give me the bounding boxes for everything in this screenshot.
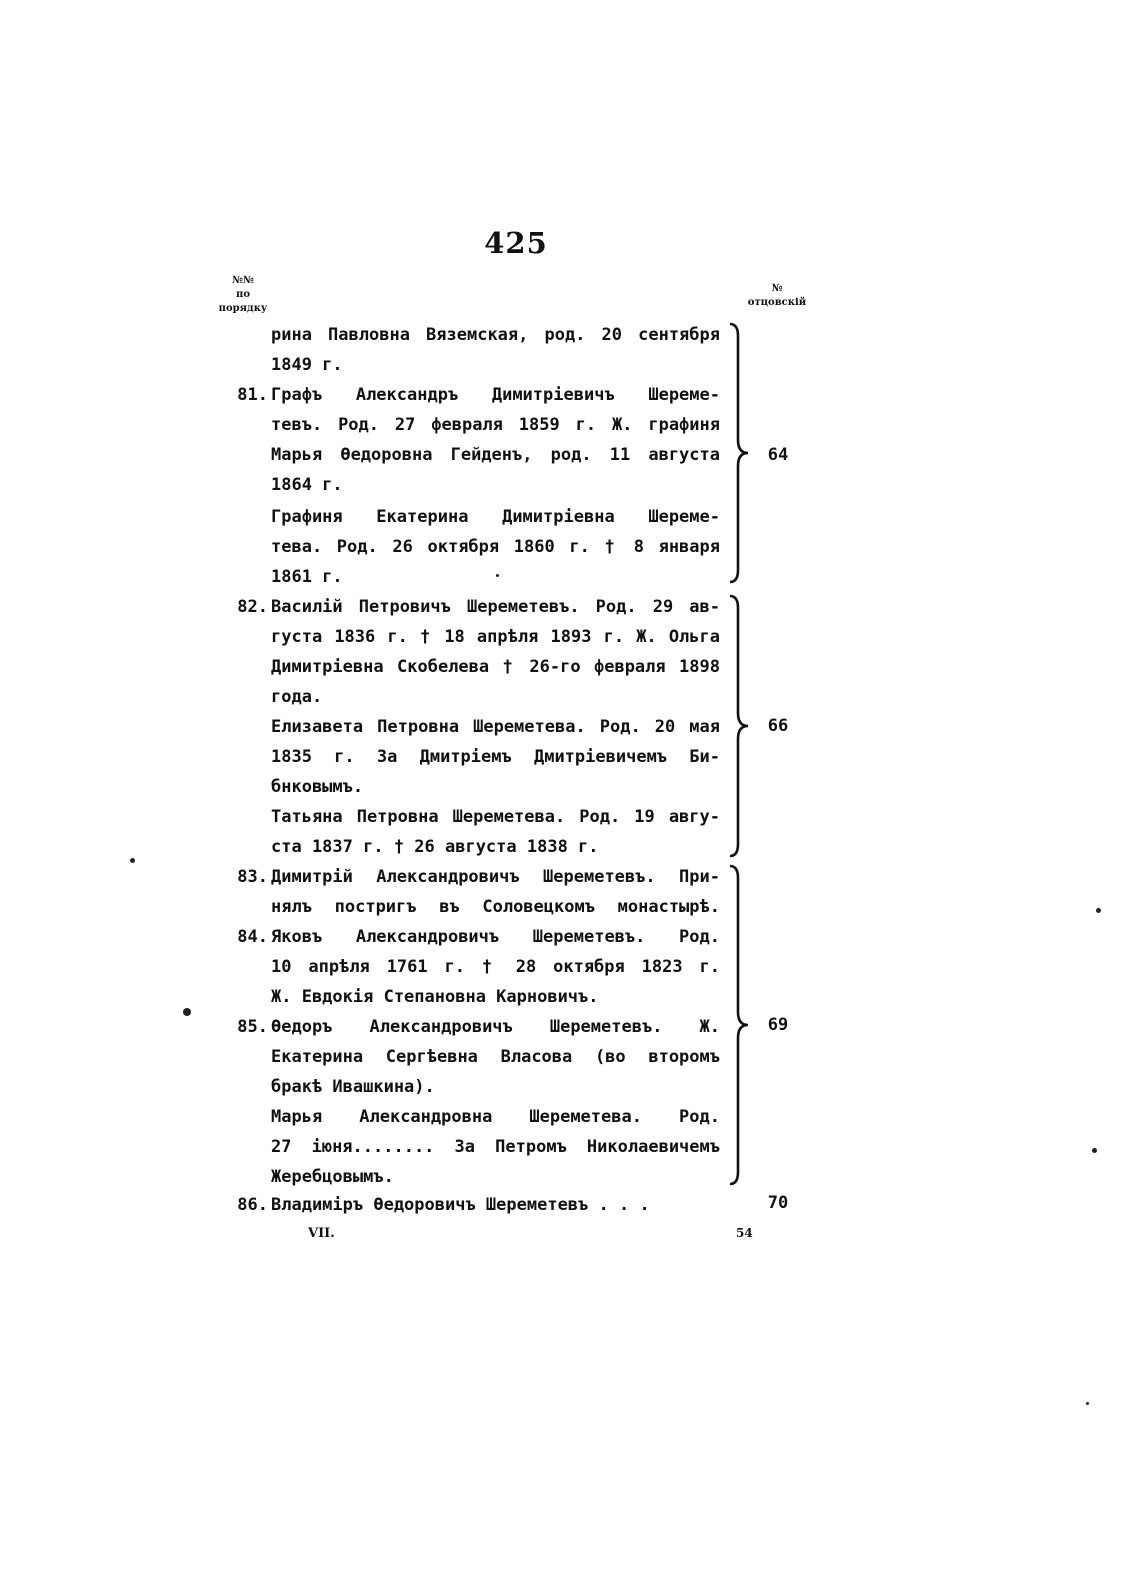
entry-line: нялъ постригъ въ Соловецкомъ монастырѣ. (271, 897, 720, 917)
signature-mark: VII. (308, 1226, 335, 1241)
scan-speck (130, 858, 135, 863)
scan-speck (1092, 1148, 1097, 1153)
column-header-line: №№ (232, 275, 254, 286)
entry-line: бракѣ Ивашкина). (271, 1077, 435, 1097)
sheet-number: 54 (736, 1226, 753, 1240)
entry-line: года. (271, 687, 323, 707)
entry-line: 1864 г. (271, 475, 343, 495)
entry-number: 83. (237, 867, 268, 887)
right-curly-brace (728, 322, 758, 584)
entry-line: бнковымъ. (271, 777, 364, 797)
entry-number: 84. (237, 927, 268, 947)
entry-number: 85. (237, 1017, 268, 1037)
father-number: 69 (767, 1015, 789, 1035)
column-header-order-number (212, 274, 274, 316)
entry-line: 10 апрѣля 1761 г. † 28 октября 1823 г. (271, 957, 720, 977)
entry-line: тева. Род. 26 октября 1860 г. † 8 января (271, 537, 720, 557)
entry-line: рина Павловна Вяземская, род. 20 сентября (271, 325, 720, 345)
father-number: 64 (767, 445, 789, 465)
entry-line: Марья Өедоровна Гейденъ, род. 11 августа (271, 445, 720, 465)
scan-speck (1086, 1402, 1089, 1405)
father-number: 66 (767, 716, 789, 736)
father-number: 70 (767, 1193, 789, 1213)
entry-line: Яковъ Александровичъ Шереметевъ. Род. (271, 927, 720, 947)
entry-line: Димитріевна Скобелева † 26-го февраля 1898 (271, 657, 720, 677)
entry-line: густа 1836 г. † 18 апрѣля 1893 г. Ж. Ольга (271, 627, 720, 647)
entry-line: 1835 г. За Дмитріемъ Дмитріевичемъ Би- (271, 747, 720, 767)
column-header-line: по (236, 289, 250, 300)
entry-number: 81. (237, 385, 268, 405)
entry-line: тевъ. Род. 27 февраля 1859 г. Ж. графиня (271, 415, 720, 435)
column-header-line: отцовскій (747, 297, 807, 308)
entry-line: Елизавета Петровна Шереметева. Род. 20 мая (271, 717, 720, 737)
entry-line: Жеребцовымъ. (271, 1167, 394, 1187)
entry-number: 86. (237, 1195, 268, 1215)
entry-line: Графиня Екатерина Димитріевна Шереме- (271, 507, 720, 527)
column-header-line: № (771, 283, 783, 294)
entry-number: 82. (237, 597, 268, 617)
entry-line: Ж. Евдокія Степановна Карновичъ. (271, 987, 599, 1007)
entry-line: ста 1837 г. † 26 августа 1838 г. (271, 837, 599, 857)
right-curly-brace (728, 594, 758, 858)
column-header-line: порядку (218, 303, 268, 314)
entry-line: Василій Петровичъ Шереметевъ. Род. 29 ав- (271, 597, 720, 617)
entry-line: 27 іюня........ За Петромъ Николаевичемъ (271, 1137, 720, 1157)
scan-speck (1096, 908, 1101, 913)
entry-line: Владиміръ Өедоровичъ Шереметевъ . . . (271, 1195, 650, 1215)
entry-line: Екатерина Сергѣевна Власова (во второмъ (271, 1047, 720, 1067)
entry-line: Графъ Александръ Димитріевичъ Шереме- (271, 385, 720, 405)
entry-line: 1849 г. (271, 355, 343, 375)
scan-speck (183, 1008, 191, 1016)
page-number: 425 (484, 226, 548, 260)
entry-line: 1861 г. (271, 567, 343, 587)
entry-line: Өедоръ Александровичъ Шереметевъ. Ж. (271, 1017, 720, 1037)
right-curly-brace (728, 864, 758, 1186)
entry-line: Димитрій Александровичъ Шереметевъ. При- (271, 867, 720, 887)
entry-line: Марья Александровна Шереметева. Род. (271, 1107, 720, 1127)
entry-line: Татьяна Петровна Шереметева. Род. 19 авгу- (271, 807, 720, 827)
scan-speck (496, 574, 499, 577)
column-header-father-number (734, 282, 820, 310)
